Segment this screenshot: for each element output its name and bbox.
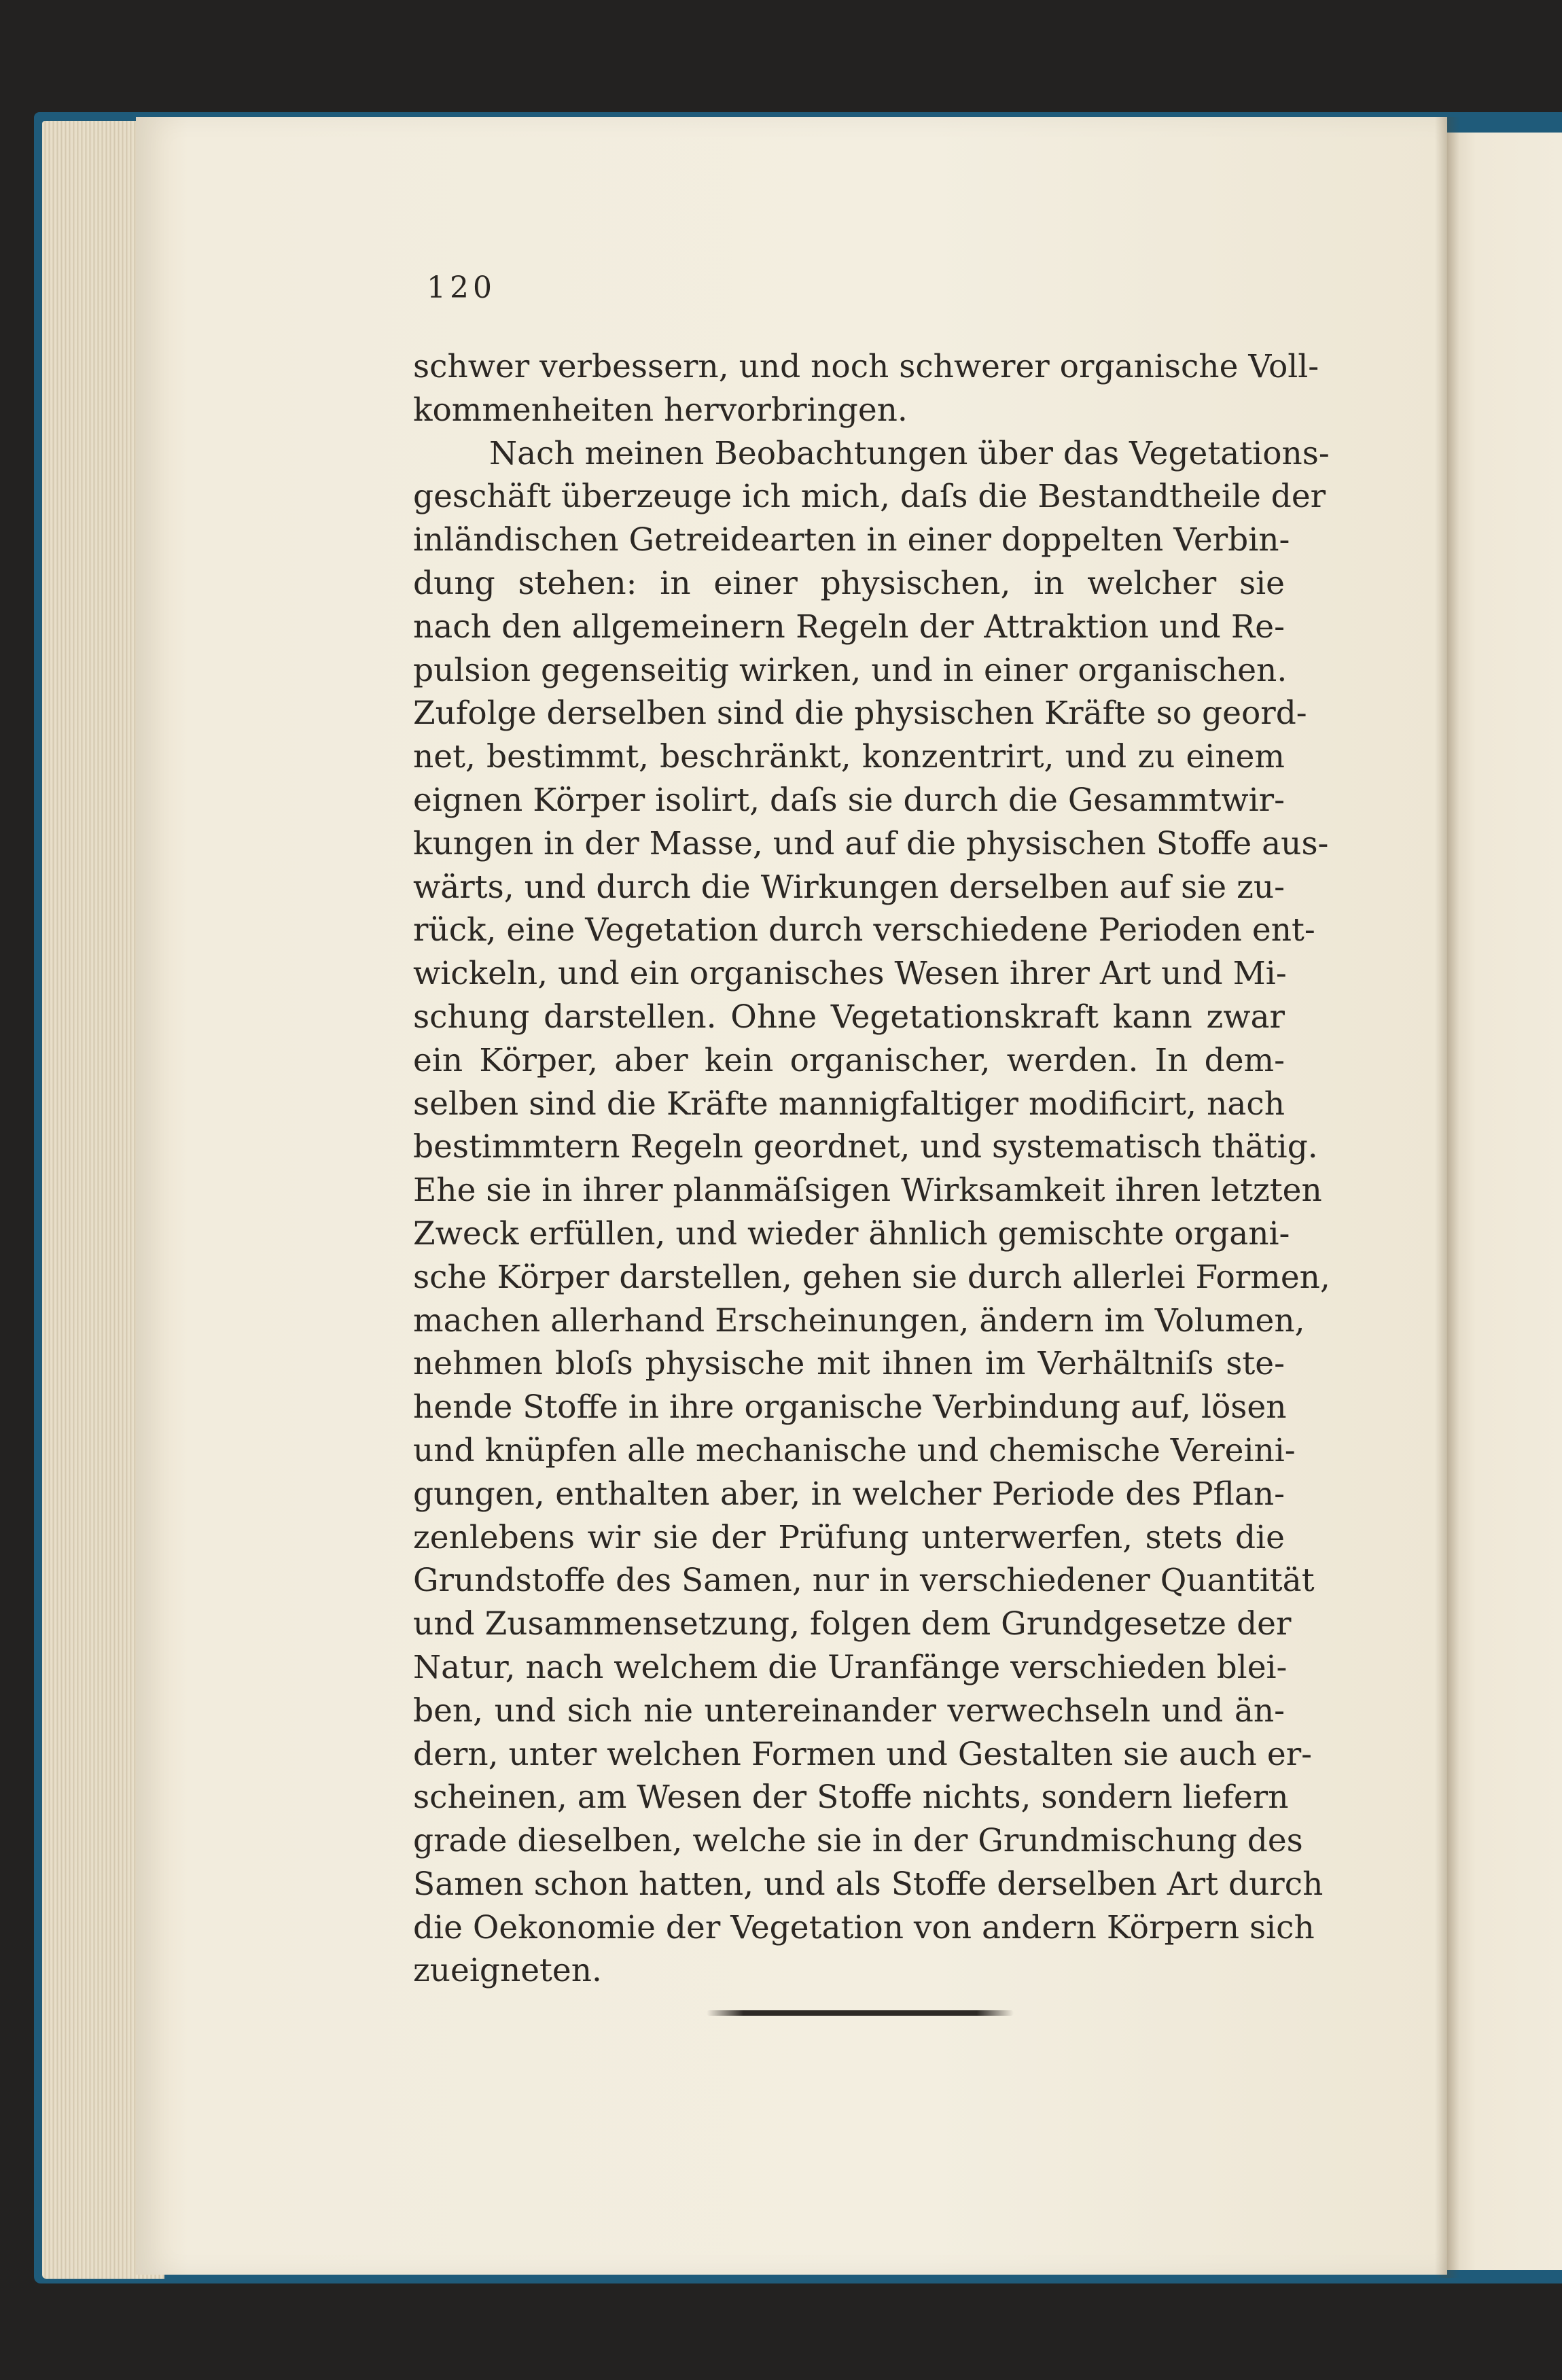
text-line: und Zusammensetzung, folgen dem Grundgesetze der — [413, 1605, 1292, 1643]
text-line: schwer verbessern, und noch schwerer organische Voll- — [413, 348, 1319, 385]
text-line: Grundstoffe des Samen, nur in verschiedener Quantität — [413, 1562, 1315, 1600]
page-number: 120 — [427, 270, 496, 305]
text-line: nach den allgemeinern Regeln der Attraktion und Re- — [413, 608, 1285, 646]
text-line: ein Körper, aber kein organischer, werden. In dem- — [413, 1041, 1285, 1079]
text-line: Natur, nach welchem die Uranfänge verschieden blei- — [413, 1648, 1288, 1686]
text-line: nehmen bloſs physische mit ihnen im Verhältniſs ste- — [413, 1345, 1285, 1383]
text-line: machen allerhand Erscheinungen, ändern im Volumen, — [413, 1301, 1305, 1340]
text-line: wärts, und durch die Wirkungen derselben auf sie zu- — [413, 868, 1285, 906]
text-line: schung darstellen. Ohne Vegetationskraft kann zwar — [413, 998, 1285, 1036]
text-line: kungen in der Masse, und auf die physischen Stoffe aus- — [413, 824, 1329, 862]
text-line: bestimmtern Regeln geordnet, und systematisch thätig. — [413, 1128, 1318, 1166]
text-line: rück, eine Vegetation durch verschiedene Perioden ent- — [413, 911, 1315, 949]
body-text — [413, 345, 1330, 1993]
text-line: ben, und sich nie untereinander verwechseln und än- — [413, 1692, 1285, 1730]
text-line: selben sind die Kräfte mannigfaltiger modificirt, nach — [413, 1085, 1285, 1123]
section-end-rule — [707, 2010, 1014, 2016]
text-line: dern, unter welchen Formen und Gestalten sie auch er- — [413, 1735, 1313, 1773]
text-line: zueigneten. — [413, 1952, 602, 1990]
text-line: hende Stoffe in ihre organische Verbindung auf, lösen — [413, 1388, 1287, 1427]
text-line: pulsion gegenseitig wirken, und in einer organischen. — [413, 651, 1288, 689]
text-line: und knüpfen alle mechanische und chemische Vereini- — [413, 1431, 1296, 1469]
text-line: sche Körper darstellen, gehen sie durch allerlei Formen, — [413, 1258, 1330, 1296]
text-line: grade dieselben, welche sie in der Grundmischung des — [413, 1822, 1303, 1860]
text-line: geschäft überzeuge ich mich, daſs die Bestandtheile der — [413, 478, 1326, 516]
text-line: Zweck erfüllen, und wieder ähnlich gemischte organi- — [413, 1214, 1290, 1253]
text-line: kommenheiten hervorbringen. — [413, 391, 908, 429]
text-line: Ehe sie in ihrer planmäſsigen Wirksamkeit ihren letzten — [413, 1172, 1322, 1210]
text-line: scheinen, am Wesen der Stoffe nichts, sondern liefern — [413, 1779, 1289, 1817]
text-line: net, bestimmt, beschränkt, konzentrirt, und zu einem — [413, 738, 1285, 776]
text-line: dung stehen: in einer physischen, in welcher sie — [413, 564, 1285, 602]
text-line: zenlebens wir sie der Prüfung unterwerfen, stets die — [413, 1518, 1285, 1556]
text-line: Nach meinen Beobachtungen über das Vegetations- — [489, 434, 1330, 472]
text-line: gungen, enthalten aber, in welcher Periode des Pflan- — [413, 1475, 1285, 1513]
book-gutter — [1435, 117, 1459, 2278]
text-line: eignen Körper isolirt, daſs sie durch die Gesammtwir- — [413, 781, 1285, 819]
text-line: wickeln, und ein organisches Wesen ihrer Art und Mi- — [413, 955, 1287, 993]
text-line: die Oekonomie der Vegetation von andern Körpern sich — [413, 1908, 1315, 1946]
facing-page — [1447, 133, 1562, 2270]
text-line: Zufolge derselben sind die physischen Kräfte so geord- — [413, 695, 1307, 733]
text-line: Samen schon hatten, und als Stoffe derselben Art durch — [413, 1865, 1324, 1903]
text-line: inländischen Getreidearten in einer doppelten Verbin- — [413, 521, 1290, 559]
